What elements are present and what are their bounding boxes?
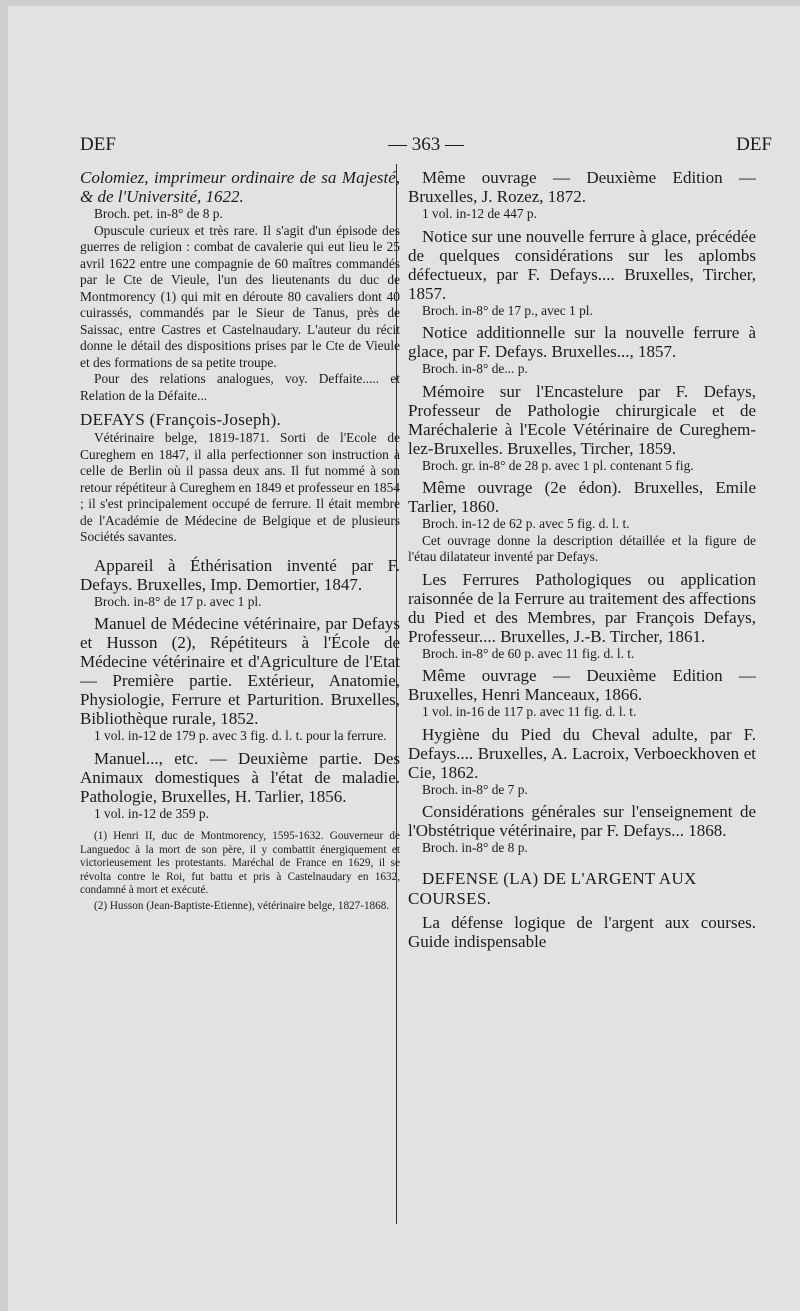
- author-heading: DEFAYS (François-Joseph).: [80, 410, 282, 429]
- entry-format: Broch. gr. in-8° de 28 p. avec 1 pl. contenant 5 fig.: [422, 457, 694, 473]
- footnote: (2) Husson (Jean-Baptiste-Etienne), vétérinaire belge, 1827-1868.: [94, 899, 390, 912]
- entry-format: Broch. in-8° de 8 p.: [422, 840, 528, 855]
- entry-title: Les Ferrures Pathologiques ou application raisonnée de la Ferrure au traitement des affections du Pied et des Membres, par François Defays, Professeur.... Bruxelles, J.-B. Tircher, 1861.: [408, 569, 756, 646]
- entry-title: Colomiez, imprimeur ordinaire de sa Majesté, & de l'Université, 1622.: [80, 168, 400, 206]
- entry-format: Broch. in-8° de 17 p. avec 1 pl.: [94, 593, 262, 609]
- entry-format: 1 vol. in-12 de 359 p.: [94, 805, 209, 821]
- entry-title: Même ouvrage — Deuxième Edition — Bruxelles, Henri Manceaux, 1866.: [408, 666, 756, 704]
- entry-format: 1 vol. in-12 de 447 p.: [422, 206, 537, 221]
- entry-format: Broch. in-8° de 60 p. avec 11 fig. d. l. t.: [422, 645, 635, 661]
- entry-format: Broch. in-8° de... p.: [422, 361, 528, 376]
- entry-format: Broch. in-12 de 62 p. avec 5 fig. d. l. t.: [422, 516, 630, 531]
- subject-heading: DEFENSE (LA) DE L'ARGENT AUX COURSES.: [408, 868, 697, 908]
- footnote: (1) Henri II, duc de Montmorency, 1595-1632. Gouverneur de Languedoc à la mort de son père, il y combattit énergiquement et victorieusement les protestants. Maréchal de France en 1629, il se révolta contre le Roi, fut battu et pris à Castelnaudary en 1632, condamné à mort et exécuté.: [80, 830, 400, 896]
- entry-title: Même ouvrage (2e édon). Bruxelles, Emile Tarlier, 1860.: [408, 478, 756, 516]
- entry-title: Notice additionnelle sur la nouvelle ferrure à glace, par F. Defays. Bruxelles..., 1857.: [408, 323, 756, 361]
- entry-title: Mémoire sur l'Encastelure par F. Defays, Professeur de Pathologie chirurgicale et de Maréchalerie à l'Ecole Vétérinaire de Cureghem-lez-Bruxelles. Bruxelles, Tircher, 1859.: [408, 381, 756, 458]
- entry-see-also: Pour des relations analogues, voy. Deffaite..... et Relation de la Défaite...: [80, 371, 400, 403]
- entry-title: Appareil à Éthérisation inventé par F. Defays. Bruxelles, Imp. Demortier, 1847.: [80, 555, 400, 594]
- entry-title: Considérations générales sur l'enseignement de l'Obstétrique vétérinaire, par F. Defays... 1868.: [408, 802, 756, 840]
- entry-format: Broch. pet. in-8° de 8 p.: [94, 206, 223, 221]
- book-page: [8, 6, 800, 1311]
- entry-note: Cet ouvrage donne la description détaillée et la figure de l'étau dilatateur inventé par Defays.: [408, 532, 756, 564]
- entry-format: Broch. in-8° de 17 p., avec 1 pl.: [422, 302, 593, 318]
- entry-note: Opuscule curieux et très rare. Il s'agit d'un épisode des guerres de religion : combat de cavalerie qui eut lieu le 25 avril 1622 entre une compagnie de 60 maîtres commandés par le Cte de Vieule, l'un des lieutenants du duc de Montmorency (1) qui mit en déroute 80 cavaliers dont 40 cuirassés, commandés par le Sieur de Tanus, près de Saissac, entre Castres et Castelnaudary. L'auteur du récit donne le détail des dispositions prises par le Cte de Vieule et des formations de sa petite troupe.: [80, 222, 400, 370]
- entry-format: 1 vol. in-16 de 117 p. avec 11 fig. d. l. t.: [422, 704, 637, 719]
- entry-title: Manuel de Médecine vétérinaire, par Defays et Husson (2), Répétiteurs à l'École de Médecine vétérinaire et d'Agriculture de l'Etat — Première partie. Extérieur, Anatomie, Physiologie, Ferrure et Parturition. Bruxelles, Bibliothèque rurale, 1852.: [80, 614, 400, 728]
- entry-title: La défense logique de l'argent aux courses. Guide indispensable: [408, 912, 756, 951]
- entry-title: Notice sur une nouvelle ferrure à glace, précédée de quelques considérations sur les aplombs défectueux, par F. Defays.... Bruxelles, Tircher, 1857.: [408, 226, 756, 303]
- entry-title: Même ouvrage — Deuxième Edition — Bruxelles, J. Rozez, 1872.: [408, 168, 756, 206]
- entry-title: Manuel..., etc. — Deuxième partie. Des Animaux domestiques à l'état de maladie. Pathologie, Bruxelles, H. Tarlier, 1856.: [80, 748, 400, 806]
- entry-format: Broch. in-8° de 7 p.: [422, 781, 528, 797]
- entry-title: Hygiène du Pied du Cheval adulte, par F. Defays.... Bruxelles, A. Lacroix, Verboeckhoven et Cie, 1862.: [408, 724, 756, 782]
- right-column: [408, 164, 756, 951]
- author-biography: Vétérinaire belge, 1819-1871. Sorti de l'Ecole de Cureghem en 1847, il alla perfectionner son instruction à celle de Berlin où il passa deux ans. Il fut nommé à son retour répétiteur à Cureghem en 1849 et professeur en 1854 ; il s'est principalement occupé de ferrure. Il était membre de l'Académie de Médecine de Belgique et de plusieurs Sociétés savantes.: [80, 430, 400, 544]
- header-right-guideword: DEF: [736, 134, 772, 155]
- page-header: [80, 134, 772, 164]
- entry-format: 1 vol. in-12 de 179 p. avec 3 fig. d. l. t. pour la ferrure.: [94, 728, 387, 743]
- left-column: [80, 164, 400, 913]
- page-number: — 363 —: [388, 134, 464, 155]
- header-left-guideword: DEF: [80, 134, 116, 155]
